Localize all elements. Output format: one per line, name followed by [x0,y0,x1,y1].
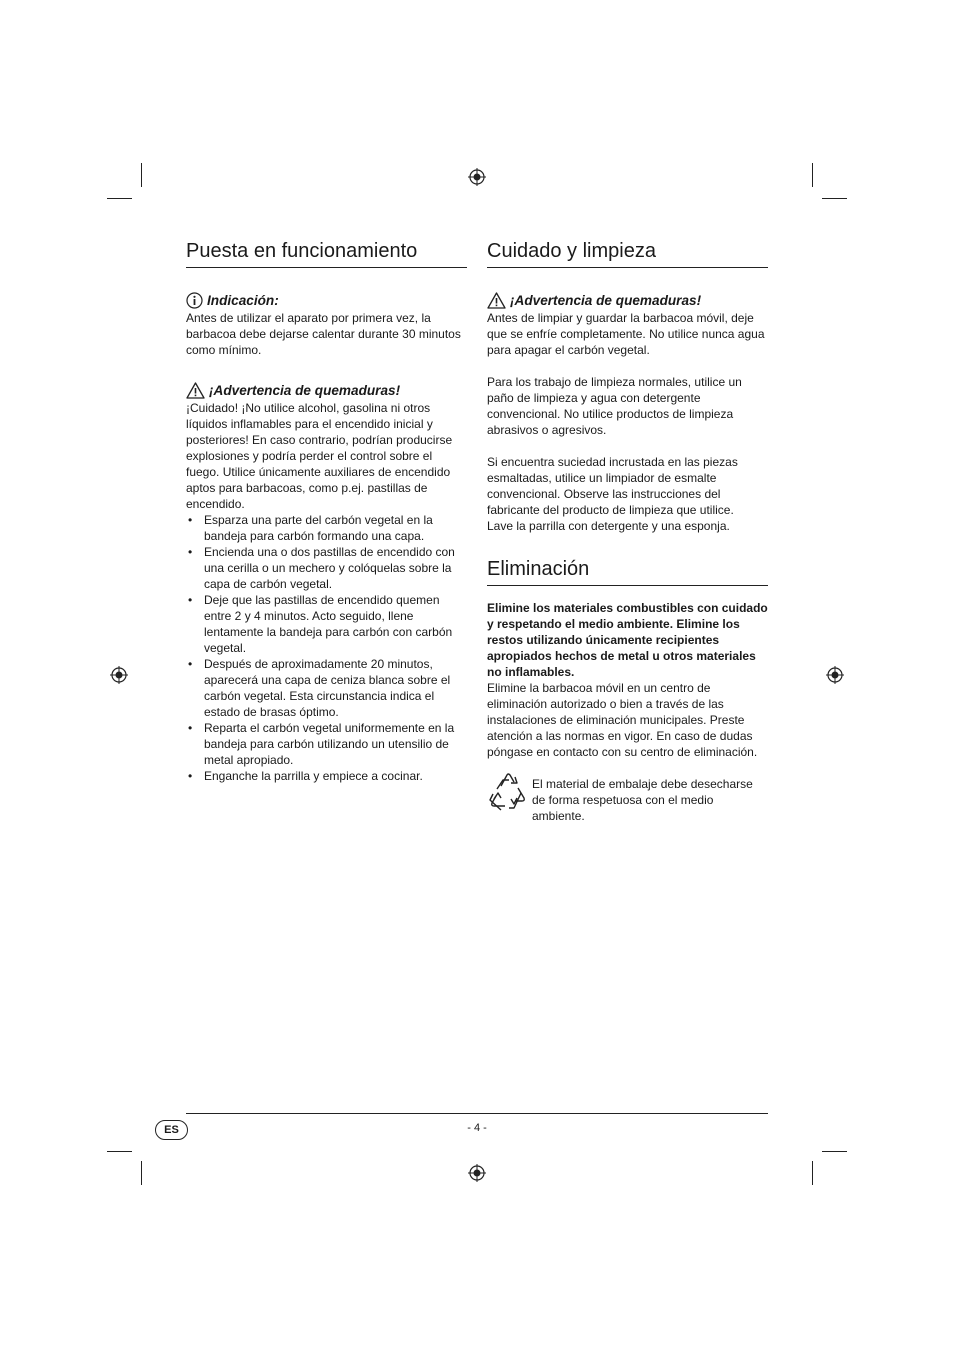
crop-mark [812,163,813,187]
registration-mark-icon [468,1164,486,1182]
page-number: - 4 - [467,1122,487,1134]
disposal-bold-text: Elimine los materiales combustibles con cuidado y respetando el medio ambiente. Elimine los restos utilizando únicamente recipientes apropiados hechos de metal u otros materiales no inflamables. [487,601,768,679]
cleaning-paragraph: Para los trabajo de limpieza normales, utilice un paño de limpieza y agua con detergente convencional. No utilice productos de limpieza abrasivos o agresivos. [487,375,742,437]
warning-triangle-icon [487,292,506,309]
language-badge: ES [155,1120,188,1140]
list-item: • Enganche la parrilla y empiece a cocinar. [186,768,467,784]
warning-heading [487,292,768,309]
warning-triangle-icon [186,382,205,399]
crop-mark [107,1151,132,1152]
cleaning-paragraph: Si encuentra suciedad incrustada en las piezas esmaltadas, utilice un limpiador de esmalte convencional. Observe las instrucciones del fabricante del producto de limpieza que utilice. [487,455,738,517]
crop-mark [141,163,142,187]
recycle-text: El material de embalaje debe desecharse de forma respetuosa con el medio ambiente. [532,777,753,823]
crop-mark [141,1161,142,1185]
note-heading-text: Indicación: [207,293,279,308]
registration-mark-icon [468,168,486,186]
right-column [487,238,768,824]
warning-heading [186,382,467,399]
steps-list [186,512,467,784]
list-item: • Deje que las pastillas de encendido quemen entre 2 y 4 minutos. Acto seguido, llene lentamente la bandeja para carbón con carbón vegetal. [186,592,467,656]
crop-mark [822,1151,847,1152]
cleaning-paragraph: Lave la parrilla con detergente y una esponja. [487,519,730,533]
section-title-cuidado: Cuidado y limpieza [487,238,768,268]
list-item: • Después de aproximadamente 20 minutos, aparecerá una capa de ceniza blanca sobre el carbón vegetal. Esta circunstancia indica el estado de brasas óptimo. [186,656,467,720]
registration-mark-icon [110,666,128,684]
note-text: Antes de utilizar el aparato por primera vez, la barbacoa debe dejarse calentar durante 30 minutos como mínimo. [186,311,461,357]
warning-text: Antes de limpiar y guardar la barbacoa móvil, deje que se enfríe completamente. No utilice nunca agua para apagar el carbón vegetal. [487,311,765,357]
warning-heading-text: ¡Advertencia de quemaduras! [209,383,401,398]
section-title-eliminacion: Eliminación [487,556,768,586]
recycle-icon [487,770,529,814]
warning-text: ¡Cuidado! ¡No utilice alcohol, gasolina ni otros líquidos inflamables para el encendido inicial y posteriores! En caso contrario, podrían producirse explosiones y podría perder el control sobre el fuego. Utilice únicamente auxiliares de encendido aptos para barbacoas, como p.ej. pastillas de encendido. [186,401,453,511]
list-item: • Encienda una o dos pastillas de encendido con una cerilla o un mechero y colóquelas sobre la capa de carbón vegetal. [186,544,467,592]
info-icon [186,292,203,309]
crop-mark [822,198,847,199]
list-item: • Reparta el carbón vegetal uniformemente en la bandeja para carbón utilizando un utensilio de metal apropiado. [186,720,467,768]
disposal-text: Elimine la barbacoa móvil en un centro de eliminación autorizado o bien a través de las instalaciones de eliminación municipales. Preste atención a las normas en vigor. En caso de dudas póngase en contacto con su centro de eliminación. [487,681,758,759]
registration-mark-icon [826,666,844,684]
crop-mark [107,198,132,199]
note-heading [186,292,467,309]
left-column [186,238,467,784]
list-item: • Esparza una parte del carbón vegetal en la bandeja para carbón formando una capa. [186,512,467,544]
warning-heading-text: ¡Advertencia de quemaduras! [510,293,702,308]
recycle-note [487,770,768,824]
footer-divider [186,1113,768,1114]
section-title-puesta: Puesta en funcionamiento [186,238,467,268]
crop-mark [812,1161,813,1185]
